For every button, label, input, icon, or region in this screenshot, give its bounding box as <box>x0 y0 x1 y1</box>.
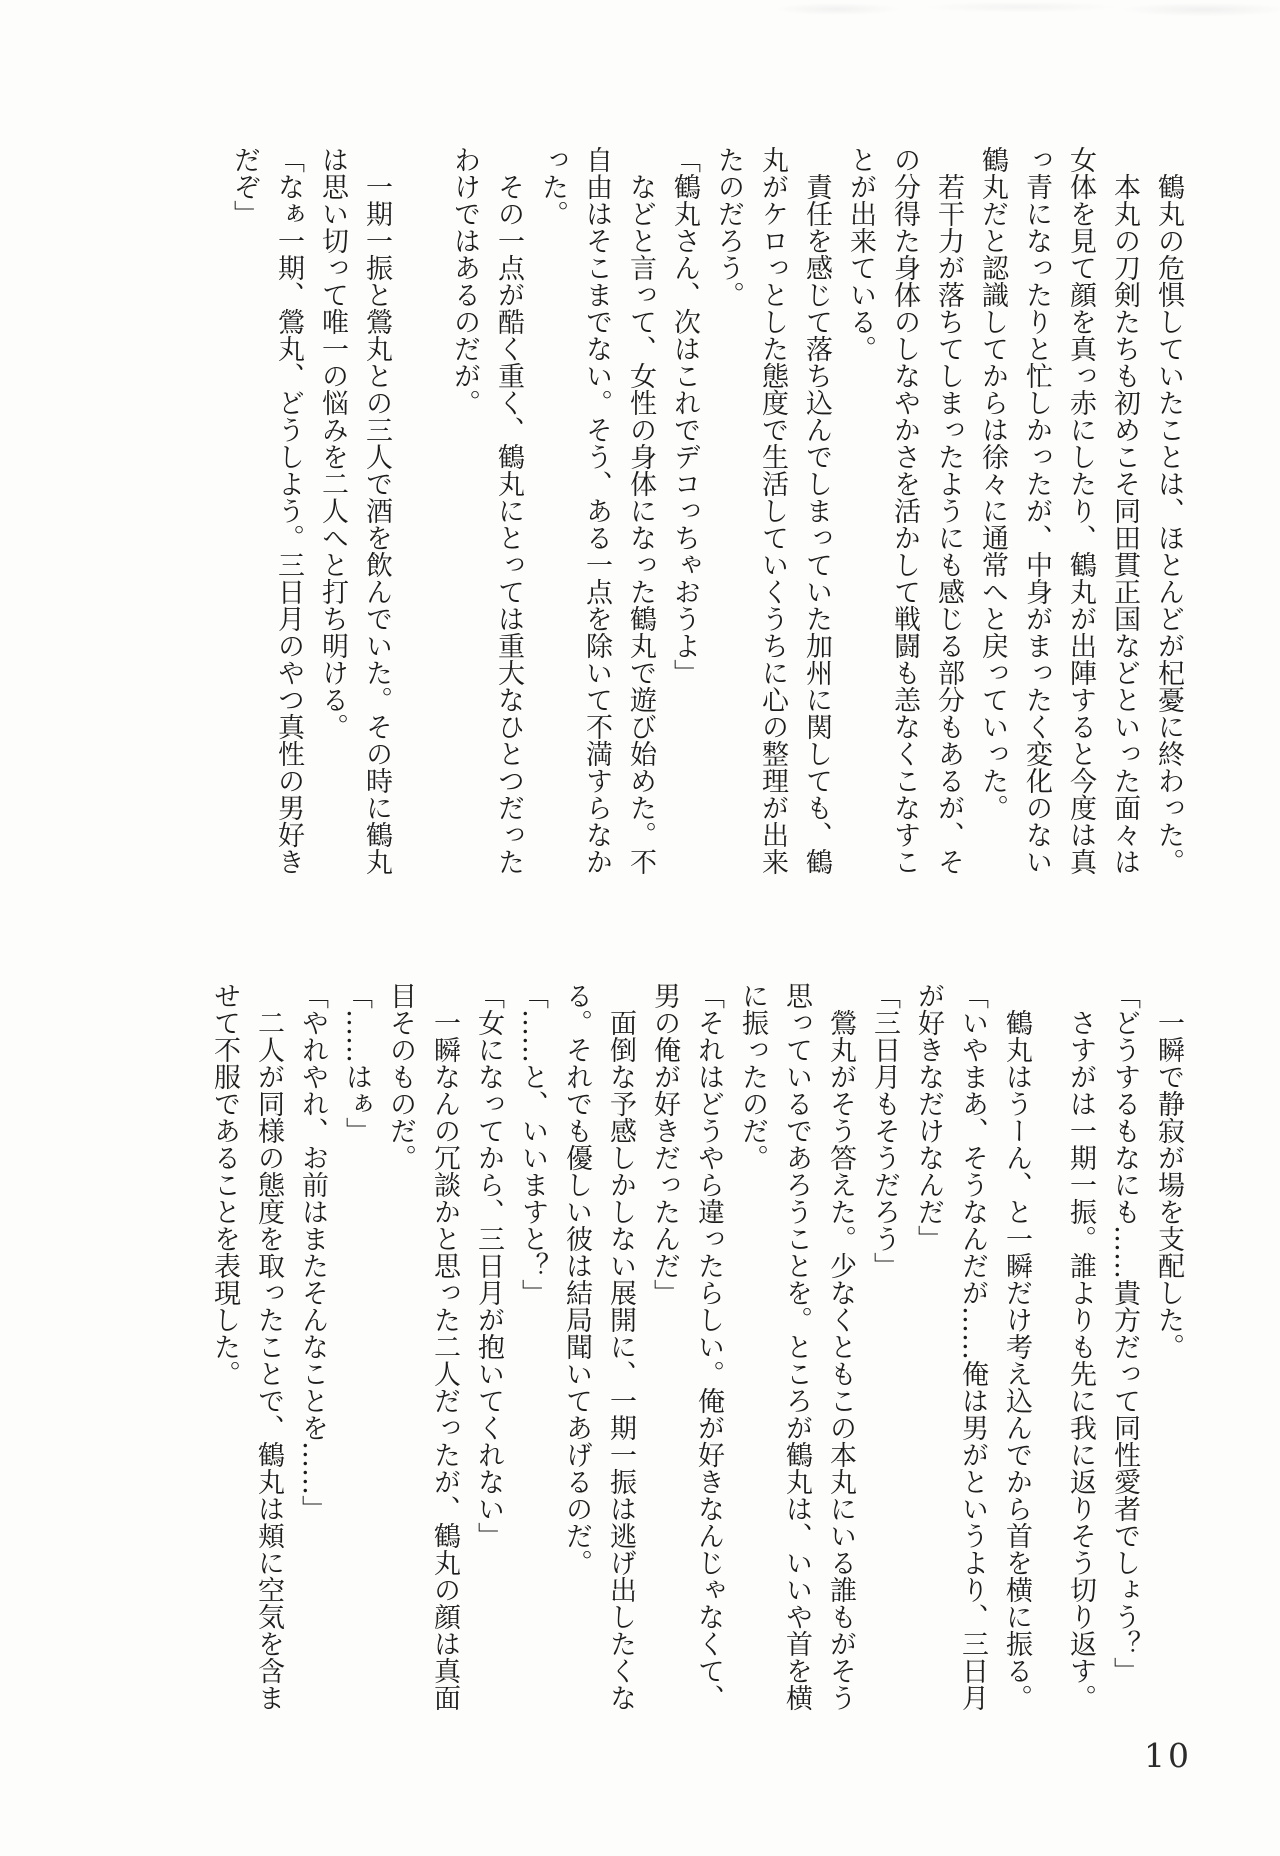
paragraph: 「どうするもなにも……貴方だって同性愛者でしょう？」 <box>1109 982 1140 1684</box>
paragraph: 鶴丸の危惧していたことは、ほとんどが杞憂に終わった。 <box>1153 173 1184 875</box>
paragraph: 「いやまあ、そうなんだが……俺は男がというより、三日月が好きなだけなんだ」 <box>913 982 988 1711</box>
paragraph: 「なぁ一期、鶯丸、どうしよう。三日月のやつ真性の男好きだぞ」 <box>229 146 304 875</box>
paragraph: 「女になってから、三日月が抱いてくれない」 <box>473 982 504 1549</box>
paragraph: 二人が同様の態度を取ったことで、鶴丸は頬に空気を含ませて不服であることを表現した。 <box>209 982 284 1711</box>
paragraph: 「……と、いいますと？」 <box>517 982 548 1306</box>
paragraph: 面倒な予感しかしない展開に、一期一振は逃げ出したくなる。それでも優しい彼は結局聞いてあげるのだ。 <box>561 982 636 1711</box>
bottom-text-block <box>202 982 1190 1730</box>
paragraph: などと言って、女性の身体になった鶴丸で遊び始めた。不自由はそこまでない。そう、ある一点を除いて不満すらなかった。 <box>537 146 656 875</box>
paragraph: 「……はぁ」 <box>341 982 372 1144</box>
top-text-block <box>222 146 1190 894</box>
paragraph: 鶴丸はうーん、と一瞬だけ考え込んでから首を横に振る。 <box>1001 1009 1032 1711</box>
paragraph: 若干力が落ちてしまったようにも感じる部分もあるが、その分得た身体のしなやかさを活かして戦闘も恙なくこなすことが出来ている。 <box>845 146 964 875</box>
paragraph: 鶯丸がそう答えた。少なくともこの本丸にいる誰もがそう思っているであろうことを。ところが鶴丸は、いいや首を横に振ったのだ。 <box>737 982 856 1711</box>
paragraph: 「それはどうやら違ったらしい。俺が好きなんじゃなくて、男の俺が好きだったんだ」 <box>649 982 724 1711</box>
paragraph: その一点が酷く重く、鶴丸にとっては重大なひとつだったわけではあるのだが。 <box>449 146 524 875</box>
paragraph: 一瞬なんの冗談かと思った二人だったが、鶴丸の顔は真面目そのものだ。 <box>385 982 460 1711</box>
paragraph: 一期一振と鶯丸との三人で酒を飲んでいた。その時に鶴丸は思い切って唯一の悩みを二人へと打ち明ける。 <box>317 146 392 875</box>
paragraph: 「やれやれ、お前はまたそんなことを……」 <box>297 982 328 1522</box>
paragraph: 一瞬で静寂が場を支配した。 <box>1153 1009 1184 1360</box>
paragraph: 「三日月もそうだろう」 <box>869 982 900 1279</box>
page-number: 10 <box>1144 1736 1192 1775</box>
paragraph: 責任を感じて落ち込んでしまっていた加州に関しても、鶴丸がケロっとした態度で生活していくうちに心の整理が出来たのだろう。 <box>713 146 832 875</box>
paragraph: さすがは一期一振。誰よりも先に我に返りそう切り返す。 <box>1065 1009 1096 1711</box>
paragraph: 本丸の刀剣たちも初めこそ同田貫正国などといった面々は女体を見て顔を真っ赤にしたり、鶴丸が出陣すると今度は真っ青になったりと忙しかったが、中身がまったく変化のない鶴丸だと認識してからは徐々に通常へと戻っていった。 <box>977 146 1140 875</box>
paragraph: 「鶴丸さん、次はこれでデコっちゃおうよ」 <box>669 146 700 686</box>
scan-artifact <box>740 0 1280 24</box>
